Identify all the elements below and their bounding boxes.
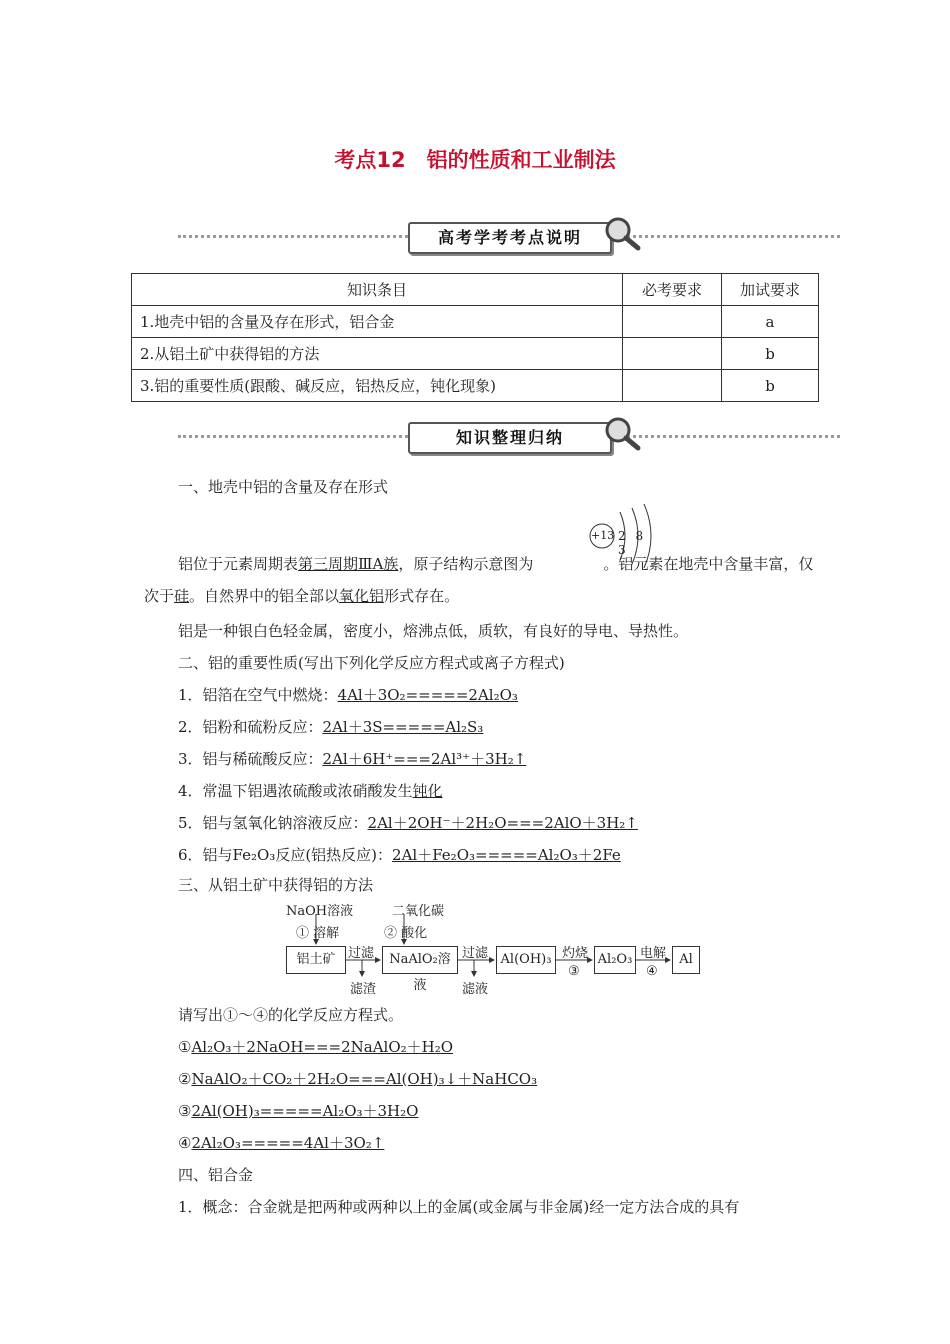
flow-step-label: ② 酸化 (384, 926, 428, 941)
banner-label: 高考学考考点说明 (408, 222, 612, 254)
equation-item: ②NaAlO₂＋CO₂＋2H₂O===Al(OH)₃↓＋NaHCO₃ (178, 1070, 538, 1088)
table-row (132, 370, 819, 402)
section1-paragraph2: 铝是一种银白色轻金属，密度小，熔沸点低，质软，有良好的导电、导热性。 (178, 622, 689, 640)
section3-heading: 三、从铝土矿中获得铝的方法 (178, 876, 374, 894)
table-cell: 1.地壳中铝的含量及存在形式，铝合金 (132, 306, 623, 338)
flow-node-naalo2: NaAlO₂溶液 (382, 946, 458, 974)
atom-shells: 2 8 3 (618, 529, 647, 557)
flow-step-label: ③ (568, 964, 580, 979)
banner-label: 知识整理归纳 (408, 422, 612, 454)
flow-node-aloh3: Al(OH)₃ (496, 946, 556, 974)
table-cell (623, 370, 722, 402)
flow-node-bauxite: 铝土矿 (286, 946, 346, 974)
reaction-answer: 钝化 (412, 782, 443, 800)
equation-answer: NaAlO₂＋CO₂＋2H₂O===Al(OH)₃↓＋NaHCO₃ (191, 1070, 538, 1088)
table-header-row (132, 274, 819, 306)
banner-knowledge-summary (178, 414, 840, 454)
flow-op-label: 过滤 (462, 946, 489, 961)
flow-node-al: Al (672, 946, 700, 974)
equation-item: ④2Al₂O₃=====4Al＋3O₂↑ (178, 1134, 385, 1152)
section2-heading: 二、铝的重要性质(写出下列化学反应方程式或离子方程式) (178, 654, 565, 672)
atom-nucleus: +13 (591, 529, 615, 542)
table-header: 加试要求 (722, 274, 819, 306)
table-cell: 2.从铝土矿中获得铝的方法 (132, 338, 623, 370)
table-header: 知识条目 (132, 274, 623, 306)
reaction-answer: 2Al＋Fe₂O₃=====Al₂O₃＋2Fe (392, 846, 621, 864)
reaction-answer: 4Al＋3O₂=====2Al₂O₃ (337, 686, 518, 704)
answer-blank: 硅 (174, 587, 190, 605)
section4-paragraph1: 1．概念：合金就是把两种或两种以上的金属(或金属与非金属)经一定方法合成的具有 (178, 1198, 740, 1216)
flow-reagent: 二氧化碳 (392, 904, 445, 919)
reaction-item: 6．铝与Fe₂O₃反应(铝热反应)：2Al＋Fe₂O₃=====Al₂O₃＋2Fe (178, 846, 621, 864)
reaction-item: 3．铝与稀硫酸反应：2Al＋6H⁺===2Al³⁺＋3H₂↑ (178, 750, 527, 768)
section4-heading: 四、铝合金 (178, 1166, 254, 1184)
reaction-item: 2．铝粉和硫粉反应：2Al＋3S=====Al₂S₃ (178, 718, 484, 736)
reaction-answer: 2Al＋3S=====Al₂S₃ (322, 718, 484, 736)
table-header: 必考要求 (623, 274, 722, 306)
reaction-answer: 2Al＋6H⁺===2Al³⁺＋3H₂↑ (322, 750, 527, 768)
answer-blank: 第三周期ⅢA族 (298, 555, 399, 573)
flow-op-label: 电解 (640, 946, 667, 961)
equation-item: ①Al₂O₃＋2NaOH===2NaAlO₂＋H₂O (178, 1038, 454, 1056)
table-cell: b (722, 370, 819, 402)
equation-prompt: 请写出①～④的化学反应方程式。 (178, 1006, 404, 1024)
reaction-item: 1．铝箔在空气中燃烧：4Al＋3O₂=====2Al₂O₃ (178, 686, 518, 704)
equation-answer: Al₂O₃＋2NaOH===2NaAlO₂＋H₂O (191, 1038, 454, 1056)
equation-answer: 2Al₂O₃=====4Al＋3O₂↑ (191, 1134, 385, 1152)
section1-paragraph1: 铝位于元素周期表第三周期ⅢA族，原子结构示意图为 。铝元素在地壳中含量丰富，仅次于硅。自然界中的铝全部以氧化铝形式存在。 (144, 555, 814, 605)
banner-exam-notes (178, 214, 840, 254)
flow-step-label: ① 溶解 (296, 926, 340, 941)
equation-answer: 2Al(OH)₃=====Al₂O₃＋3H₂O (191, 1102, 419, 1120)
reaction-item: 4．常温下铝遇浓硫酸或浓硝酸发生钝化 (178, 782, 443, 800)
table-row (132, 338, 819, 370)
flow-op-label: 过滤 (348, 946, 375, 961)
table-cell: b (722, 338, 819, 370)
table-row (132, 306, 819, 338)
flow-reagent: NaOH溶液 (286, 904, 354, 919)
process-flow-diagram (280, 898, 710, 998)
magnifier-icon (600, 414, 644, 454)
table-cell: 3.铝的重要性质(跟酸、碱反应，铝热反应，钝化现象) (132, 370, 623, 402)
flow-node-al2o3: Al₂O₃ (594, 946, 636, 974)
table-cell (623, 306, 722, 338)
table-cell (623, 338, 722, 370)
requirements-table (131, 273, 819, 402)
reaction-item: 5．铝与氢氧化钠溶液反应：2Al＋2OH⁻＋2H₂O===2AlO＋3H₂↑ (178, 814, 638, 832)
flow-step-label: ④ (646, 964, 658, 979)
page-title: 考点12 铝的性质和工业制法 (334, 148, 616, 172)
magnifier-icon (600, 214, 644, 254)
answer-blank: 氧化铝 (339, 587, 385, 605)
flow-byproduct: 滤液 (462, 982, 489, 997)
flow-byproduct: 滤渣 (350, 982, 377, 997)
equation-item: ③2Al(OH)₃=====Al₂O₃＋3H₂O (178, 1102, 419, 1120)
reaction-answer: 2Al＋2OH⁻＋2H₂O===2AlO＋3H₂↑ (367, 814, 638, 832)
table-cell: a (722, 306, 819, 338)
flow-op-label: 灼烧 (562, 946, 589, 961)
section1-heading: 一、地壳中铝的含量及存在形式 (178, 478, 389, 496)
